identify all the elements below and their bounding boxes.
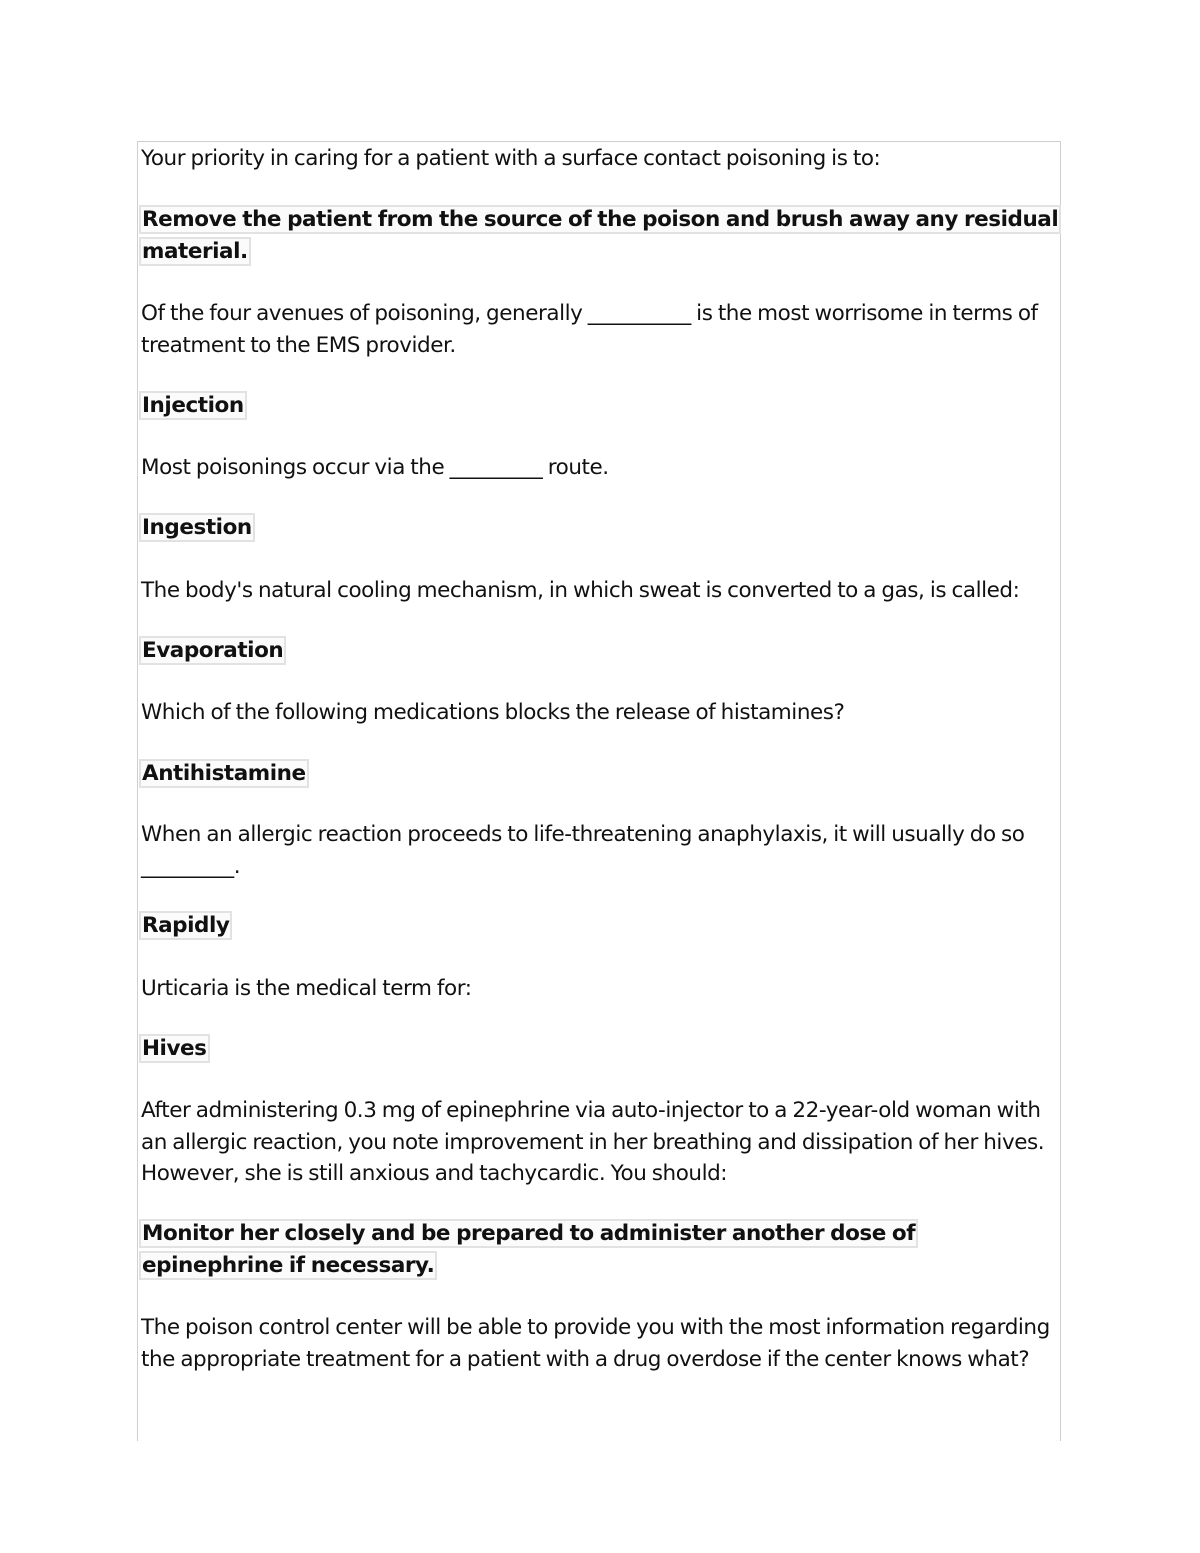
answer-4 xyxy=(141,635,1059,667)
answer-8 xyxy=(141,1218,1059,1281)
answer-1-text: Remove the patient from the source of the poison and brush away any residual material. xyxy=(142,207,1059,264)
question-3: Most poisonings occur via the _________ route. xyxy=(141,455,609,480)
question-9: The poison control center will be able to provide you with the most information regarding the appropriate treatment for a patient with a drug overdose if the center knows what? xyxy=(141,1315,1050,1372)
question-8: After administering 0.3 mg of epinephrine via auto-injector to a 22-year-old woman with an allergic reaction, you note improvement in her breathing and dissipation of her hives. However, she is still anxious and tachycardic. You should: xyxy=(141,1098,1045,1186)
question-2: Of the four avenues of poisoning, generally __________ is the most worrisome in terms of treatment to the EMS provider. xyxy=(141,301,1038,358)
question-5: Which of the following medications blocks the release of histamines? xyxy=(141,700,845,725)
answer-4-text: Evaporation xyxy=(142,638,284,663)
answer-7-text: Hives xyxy=(142,1036,207,1061)
answer-6 xyxy=(141,910,1059,942)
answer-2 xyxy=(141,390,1059,422)
question-7: Urticaria is the medical term for: xyxy=(141,976,472,1001)
answer-2-text: Injection xyxy=(142,393,244,418)
question-6: When an allergic reaction proceeds to life-threatening anaphylaxis, it will usually do so _________. xyxy=(141,822,1025,879)
answer-8-text: Monitor her closely and be prepared to administer another dose of epinephrine if necessary. xyxy=(142,1221,916,1278)
answer-3-text: Ingestion xyxy=(142,515,252,540)
answer-1 xyxy=(141,204,1059,267)
answer-6-text: Rapidly xyxy=(142,913,230,938)
answer-3 xyxy=(141,512,1059,544)
question-4: The body's natural cooling mechanism, in which sweat is converted to a gas, is called: xyxy=(141,578,1020,603)
question-1: Your priority in caring for a patient with a surface contact poisoning is to: xyxy=(141,146,881,171)
answer-5 xyxy=(141,758,1059,790)
answer-5-text: Antihistamine xyxy=(142,761,306,786)
answer-7 xyxy=(141,1033,1059,1065)
